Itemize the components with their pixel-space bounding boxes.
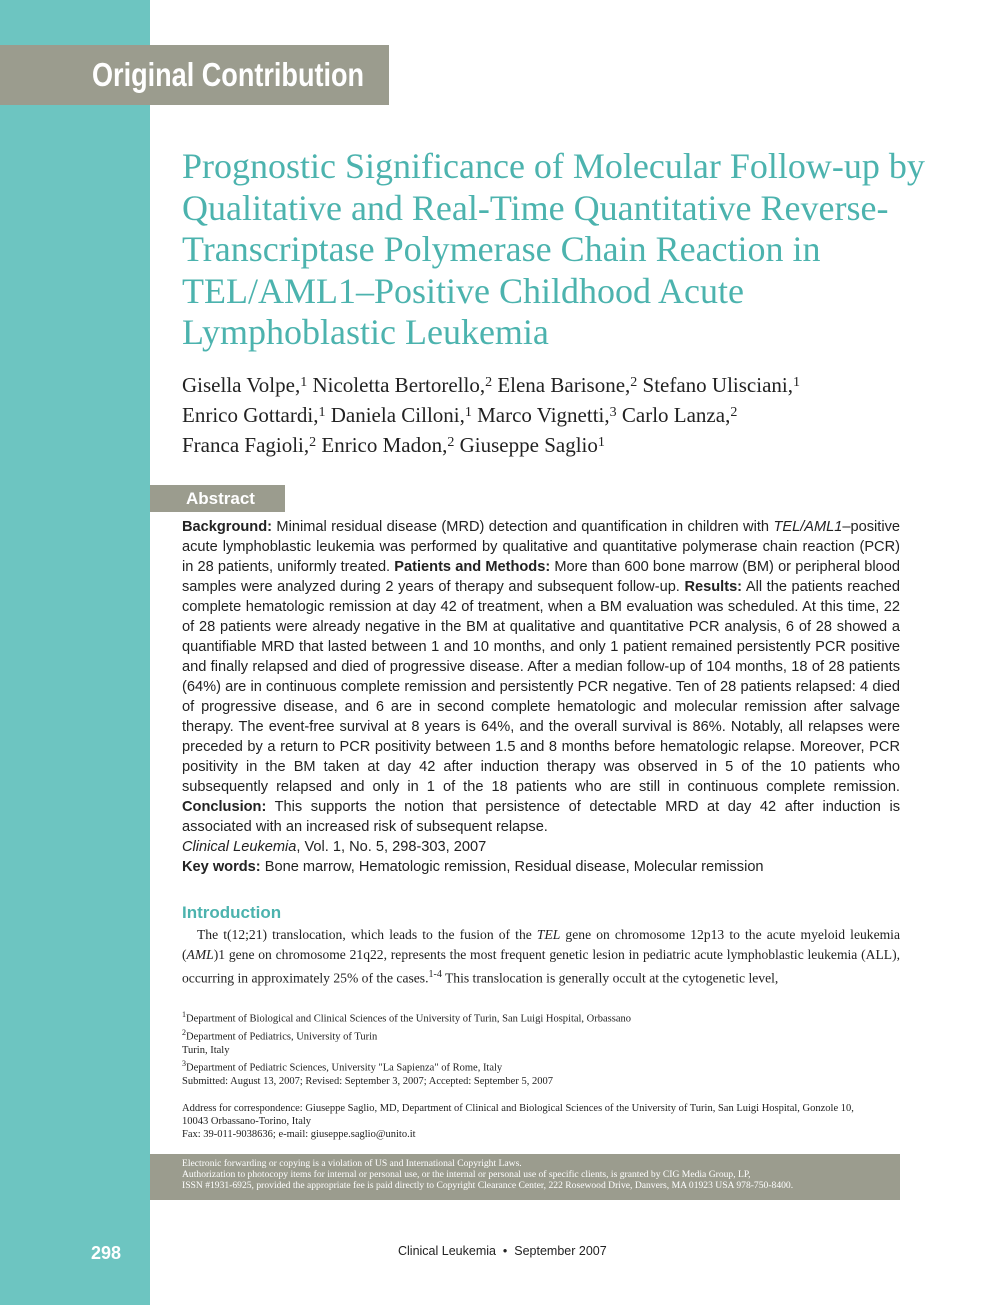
- affiliation-mark: 1: [182, 1010, 186, 1019]
- affiliations: [182, 1008, 900, 1075]
- footer-journal: Clinical Leukemia: [398, 1244, 496, 1258]
- copyright-line: ISSN #1931-6925, provided the appropriate fee is paid directly to Copyright Clearance Center, 222 Rosewood Drive, Danvers, MA 01923 USA 978-750-8400.: [182, 1180, 794, 1191]
- author-affiliation-mark: 2: [630, 375, 638, 390]
- affiliation-text: Department of Biological and Clinical Sciences of the University of Turin, San Luigi Hospital, Orbassano: [186, 1013, 632, 1025]
- affiliation: [182, 1057, 900, 1075]
- author-name: Carlo Lanza,: [621, 403, 731, 427]
- affiliation: [182, 1044, 900, 1057]
- footer-date: September 2007: [514, 1244, 607, 1258]
- author-name: Daniela Cilloni,: [330, 403, 465, 427]
- author-line: [182, 370, 902, 400]
- address-line: 10043 Orbassano-Torino, Italy: [182, 1116, 312, 1127]
- citation-block: [182, 837, 900, 877]
- author-affiliation-mark: 2: [447, 435, 455, 450]
- author-list: [182, 370, 902, 460]
- author-name: Nicoletta Bertorello,: [312, 373, 486, 397]
- author-affiliation-mark: 1: [597, 435, 605, 450]
- gene-name: TEL/AML1: [773, 519, 843, 535]
- affiliation-text: Turin, Italy: [182, 1044, 230, 1056]
- author-name: Enrico Gottardi,: [182, 403, 319, 427]
- journal-name: Clinical Leukemia: [182, 839, 297, 855]
- affiliation-mark: 3: [182, 1058, 186, 1068]
- gene-name: TEL: [536, 927, 561, 942]
- correspondence-address: [182, 1102, 900, 1141]
- results-text: All the patients reached complete hematologic remission at day 42 of treatment, when a BM evaluation was scheduled. At this time, 22 of 28 patients were already negative in the BM at qualitative and quantitative PCR analysis, 6 of 28 showed a quantifiable MRD that lasted between 1 and 10 months, and only 1 patient remained persistently PCR positive and finally relapsed and died of progressive disease. After a median follow-up of 104 months, 18 of 28 patients (64%) are in continuous complete remission and persistently PCR negative. Ten of 28 patients relapsed: 4 died of progressive disease, and 6 are in second complete hematologic and molecular remission after salvage therapy. The event-free survival at 8 years is 64%, and the overall survival is 86%. Notably, all relapses were preceded by a return to PCR positivity between 1.5 and 8 months before hematologic relapse. Moreover, PCR positivity in the BM taken at day 42 after induction therapy was observed in 5 of the 10 patients who subsequently relapsed and only in 1 of the 18 patients who are still in continuous complete remission.: [182, 579, 900, 795]
- affiliation-mark: 2: [182, 1027, 186, 1037]
- author-name: Stefano Ulisciani,: [642, 373, 793, 397]
- intro-text: gene on chromosome 12p13 to the acute myeloid leukemia (: [182, 927, 900, 962]
- keywords-line: [182, 857, 900, 877]
- abstract-body: [182, 517, 900, 837]
- author-name: Giuseppe Saglio: [459, 433, 598, 457]
- intro-text: The t(12;21) translocation, which leads to the fusion of the: [197, 927, 537, 942]
- introduction-body: [182, 925, 900, 989]
- abstract-heading: Abstract: [150, 485, 285, 512]
- reference-mark: 1-4: [428, 969, 442, 980]
- submission-dates: Submitted: August 13, 2007; Revised: September 3, 2007; Accepted: September 5, 2007: [182, 1076, 553, 1087]
- footer-bullet: •: [502, 1244, 508, 1258]
- affiliation: [182, 1008, 900, 1026]
- copyright-line: Authorization to photocopy items for internal or personal use, or the internal or personal use of specific clients, is granted by CIG Media Group, LP,: [182, 1169, 751, 1180]
- methods-label: Patients and Methods:: [394, 559, 551, 575]
- introduction-heading: Introduction: [182, 903, 282, 922]
- results-label: Results:: [684, 579, 743, 595]
- author-affiliation-mark: 2: [730, 405, 738, 420]
- author-line: [182, 430, 902, 460]
- section-label: Original Contribution: [92, 56, 365, 93]
- running-footer: [398, 1244, 607, 1258]
- author-name: Marco Vignetti,: [477, 403, 610, 427]
- affiliation-text: Department of Pediatric Sciences, University "La Sapienza" of Rome, Italy: [186, 1062, 503, 1074]
- section-banner: [0, 45, 389, 105]
- article-title: Prognostic Significance of Molecular Follow-up by Qualitative and Real-Time Quantitative Reverse-Transcriptase Polymerase Chain Reaction in TEL/AML1–Positive Childhood Acute Lymphoblastic Leukemia: [182, 146, 925, 352]
- author-affiliation-mark: 1: [318, 405, 326, 420]
- keywords-text: Bone marrow, Hematologic remission, Residual disease, Molecular remission: [260, 859, 764, 875]
- copyright-notice: [150, 1154, 900, 1200]
- author-affiliation-mark: 1: [464, 405, 472, 420]
- author-affiliation-mark: 1: [300, 375, 308, 390]
- page-number: 298: [91, 1243, 122, 1263]
- affiliation: [182, 1026, 900, 1044]
- conclusion-text: This supports the notion that persistence of detectable MRD at day 42 after induction is associated with an increased risk of subsequent relapse.: [182, 799, 900, 835]
- author-name: Enrico Madon,: [321, 433, 448, 457]
- author-affiliation-mark: 2: [485, 375, 493, 390]
- teal-sidebar: [0, 0, 150, 1305]
- intro-text: )1 gene on chromosome 21q22, represents the most frequent genetic lesion in pediatric acute lymphoblastic leukemia (ALL), occurring in approximately 25% of the cases.: [182, 947, 900, 986]
- citation-details: , Vol. 1, No. 5, 298-303, 2007: [296, 839, 487, 855]
- author-name: Franca Fagioli,: [182, 433, 310, 457]
- methods-text: More than 600 bone marrow (BM) or peripheral blood samples were analyzed during 2 years of therapy and subsequent follow-up.: [182, 559, 900, 595]
- citation-line: [182, 837, 900, 857]
- author-name: Elena Barisone,: [497, 373, 631, 397]
- author-line: [182, 400, 902, 430]
- intro-text: This translocation is generally occult at the cytogenetic level,: [441, 970, 779, 986]
- affiliation-text: Department of Pediatrics, University of Turin: [186, 1031, 378, 1043]
- background-label: Background:: [182, 519, 272, 535]
- author-name: Gisella Volpe,: [182, 373, 301, 397]
- gene-name: AML: [186, 947, 214, 962]
- author-affiliation-mark: 3: [609, 405, 617, 420]
- author-affiliation-mark: 1: [793, 375, 800, 390]
- address-line: Fax: 39-011-9038636; e-mail: giuseppe.saglio@unito.it: [182, 1129, 416, 1140]
- conclusion-label: Conclusion:: [182, 799, 267, 815]
- background-text: –positive acute lymphoblastic leukemia was performed by qualitative and quantitative polymerase chain reaction (PCR) in 28 patients, uniformly treated.: [182, 519, 900, 575]
- keywords-label: Key words:: [182, 859, 261, 875]
- copyright-line: Electronic forwarding or copying is a violation of US and International Copyright Laws.: [182, 1158, 522, 1169]
- background-text: Minimal residual disease (MRD) detection and quantification in children with: [272, 519, 774, 535]
- author-affiliation-mark: 2: [309, 435, 317, 450]
- address-line: Address for correspondence: Giuseppe Saglio, MD, Department of Clinical and Biological Sciences of the University of Turin, San Luigi Hospital, Gonzole 10,: [182, 1103, 854, 1114]
